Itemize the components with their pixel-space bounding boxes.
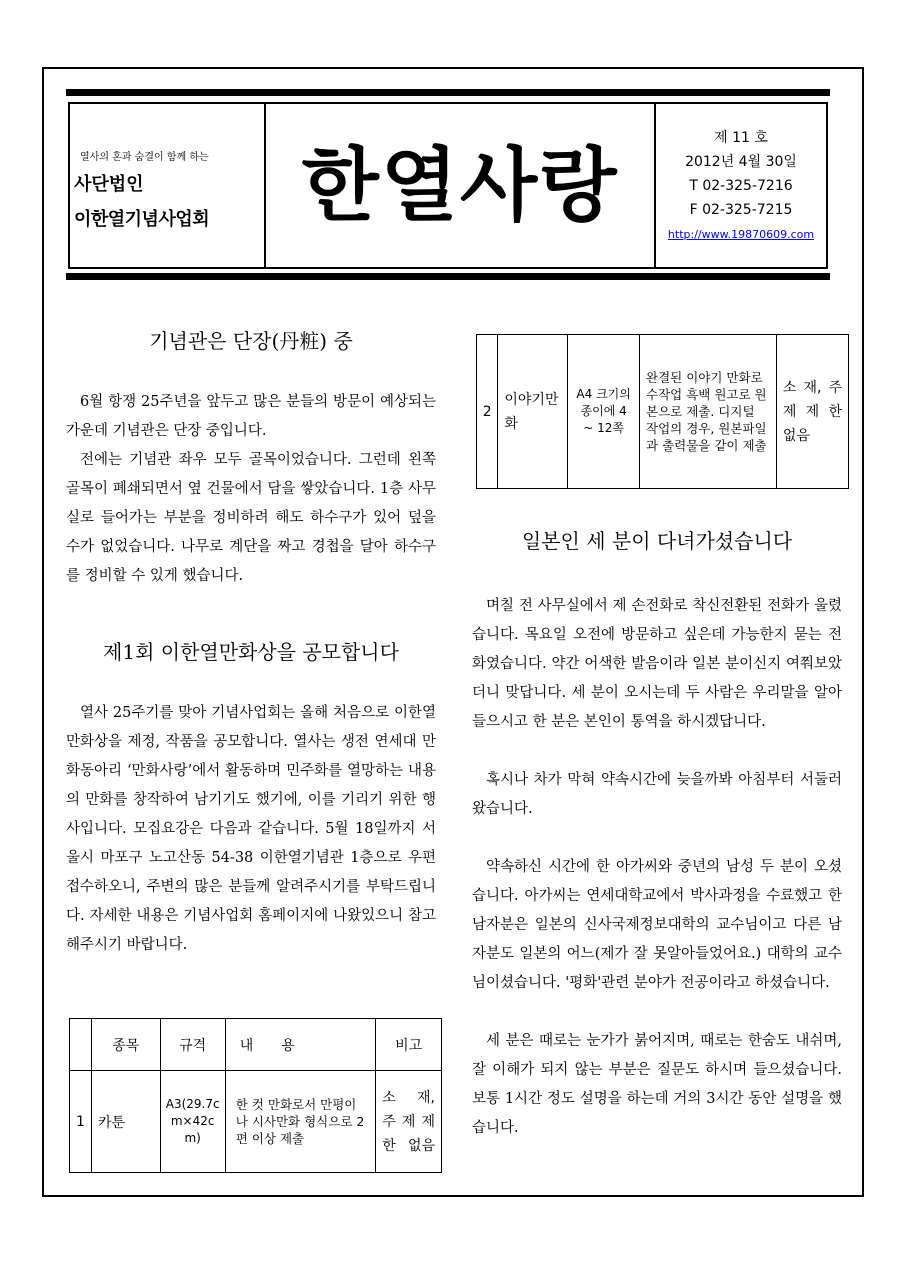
row-note: 소 재, 주 제 제 한 없음 [776,335,848,489]
header-spec: 규격 [160,1019,225,1071]
motto: 열사의 혼과 숨결이 함께 하는 [80,152,209,163]
article-japanese-visitors [472,525,842,1143]
article-heading: 일본인 세 분이 다녀가셨습니다 [521,529,793,553]
row-number: 1 [70,1071,92,1173]
org-line-1: 사단법인 [74,174,144,195]
header-note: 비고 [376,1019,442,1071]
row-spec: A4 크기의 종이에 4 ~ 12쪽 [568,335,640,489]
paragraph: 전에는 기념관 좌우 모두 골목이었습니다. 그런데 왼쪽 골목이 폐쇄되면서 옆 건물에서 담을 쌓았습니다. 1층 사무실로 들어가는 부분을 정비하려 해도 하수구가 있어 덮을 수가 없었습니다. 나무로 계단을 짜고 경첩을 달아 하수구를 정비할 수 있게 했습니다. [66,452,436,584]
issue-info-box [654,104,826,267]
contest-table-part2 [476,334,849,489]
issue-number: 제 11 호 [714,130,768,146]
telephone: T 02-325-7216 [689,178,793,194]
paragraph: 열사 25주기를 맞아 기념사업회는 올해 처음으로 이한열만화상을 제정, 작품을 공모합니다. 열사는 생전 연세대 만화동아리 ‘만화사랑’에서 활동하며 민주화를 열망하는 내용의 만화를 창작하여 남기기도 했기에, 이를 기리기 위한 행사입니다. 모집요강은 다음과 같습니다. 5월 18일까지 서울시 마포구 노고산동 54-38 이한열기념관 1층으로 우편접수하오니, 주변의 많은 분들께 알려주시기를 부탁드립니다. 자세한 내용은 기념사업회 홈페이지에 나왔있으니 참고해주시기 바랍니다. [66,705,436,953]
top-rule [66,89,830,96]
fax: F 02-325-7215 [689,202,793,218]
table-row [477,335,849,489]
table-row [70,1071,442,1173]
paragraph: 6월 항쟁 25주년을 앞두고 많은 분들의 방문이 예상되는 가운데 기념관은 단장 중입니다. [66,394,436,439]
paragraph: 약속하신 시간에 한 아가씨와 중년의 남성 두 분이 오셨습니다. 아가씨는 연세대학교에서 박사과정을 수료했고 한 남자분은 일본의 신사국제정보대학의 교수님이고 다른 남자분도 일본의 어느(제가 잘 못알아들었어요.) 대학의 교수님이셨습니다. '평화'관련 분야가 전공이라고 하셨습니다. [472,859,842,991]
row-number: 2 [477,335,498,489]
article-heading: 제1회 이한열만화상을 공모합니다 [103,640,399,664]
website-link[interactable]: http://www.19870609.com [667,228,815,241]
article-cartoon-award [66,636,436,960]
row-content: 완결된 이야기 만화로 수작업 흑백 원고로 원본으로 제출. 디지털 작업의 경우, 원본파일과 출력물을 같이 제출 [640,335,777,489]
masthead [68,102,828,269]
bottom-rule [66,273,830,280]
organization-box [70,104,266,267]
article-memorial-renovation [66,325,436,591]
contest-table-part1 [69,1018,442,1173]
paragraph: 세 분은 때로는 눈가가 붉어지며, 때로는 한숨도 내쉬며, 잘 이해가 되지 않는 부분은 질문도 하시며 들으셨습니다. 보통 1시간 정도 설명을 하는데 거의 3시간 동안 설명을 했습니다. [472,1033,842,1136]
header-category: 종목 [92,1019,161,1071]
header-content: 내 용 [225,1019,375,1071]
row-category: 이야기만화 [498,335,568,489]
row-category: 카툰 [92,1071,161,1173]
org-line-2: 이한열기념사업회 [74,209,210,230]
row-content: 한 컷 만화로서 만평이나 시사만화 형식으로 2편 이상 제출 [225,1071,375,1173]
paragraph: 며칠 전 사무실에서 제 손전화로 착신전환된 전화가 울렸습니다. 목요일 오전에 방문하고 싶은데 가능한지 묻는 전화였습니다. 약간 어색한 발음이라 일본 분이신지 여쭤보았더니 맞답니다. 세 분이 오시는데 두 사람은 우리말을 알아들으시고 한 분은 본인이 통역을 하시겠답니다. [472,598,842,730]
article-heading: 기념관은 단장(丹粧) 중 [149,329,353,353]
newsletter-title: 한열사랑 [301,139,619,232]
issue-date: 2012년 4월 30일 [685,154,797,170]
paragraph: 혹시나 차가 막혀 약속시간에 늦을까봐 아침부터 서둘러 왔습니다. [472,772,842,817]
row-spec: A3(29.7cm×42cm) [160,1071,225,1173]
row-note: 소 재, 주 제 제 한 없음 [376,1071,442,1173]
